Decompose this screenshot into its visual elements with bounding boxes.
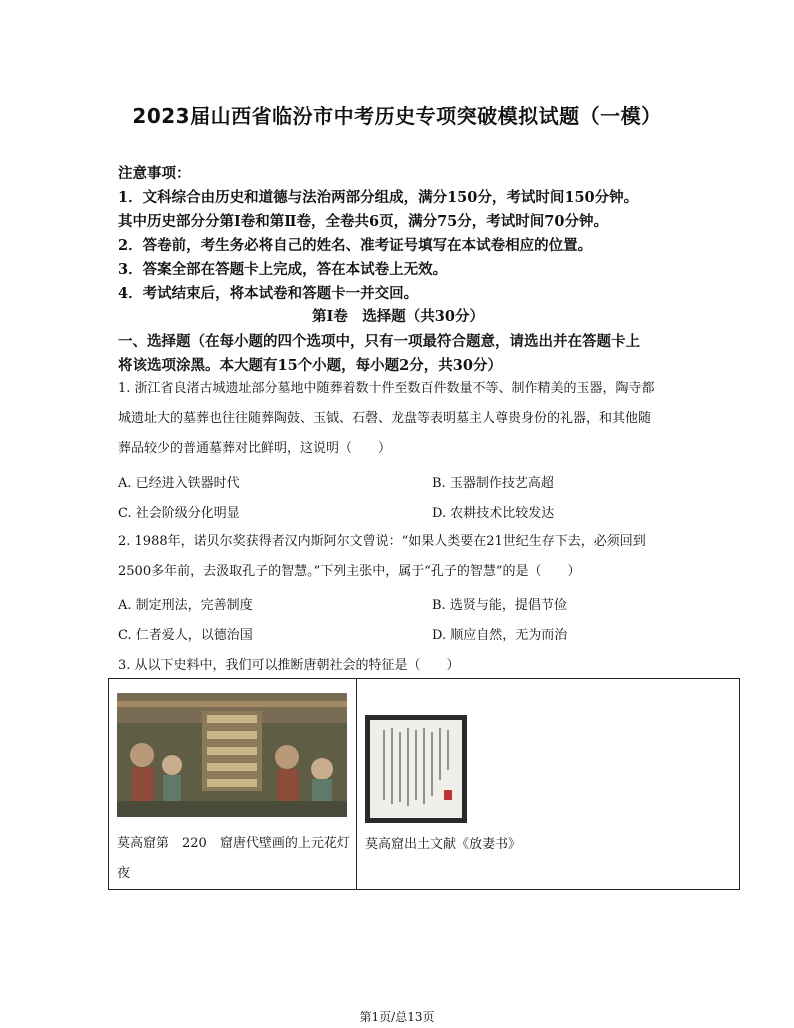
section-instructions-line2: 将该选项涂黑。本大题有15个小题，每小题2分，共30分） bbox=[118, 357, 502, 374]
section-instructions-line1: 一、选择题（在每小题的四个选项中，只有一项最符合题意，请选出并在答题卡上 bbox=[118, 333, 640, 350]
document-photo bbox=[365, 715, 467, 823]
question-1-option-a: A. 已经进入铁器时代 bbox=[118, 476, 240, 491]
question-1-option-d: D. 农耕技术比较发达 bbox=[432, 506, 555, 521]
question-2-option-d: D. 顺应自然，无为而治 bbox=[432, 628, 568, 643]
question-1-option-b: B. 玉器制作技艺高超 bbox=[432, 476, 554, 491]
question-2-line: 2500多年前，去汲取孔子的智慧。”下列主张中，属于“孔子的智慧”的是（ ） bbox=[118, 564, 581, 579]
question-1-line: 1. 浙江省良渚古城遗址部分墓地中随葬着数十件至数百件数量不等、制作精美的玉器，陶寺都 bbox=[118, 381, 655, 396]
notice-item-4: 4．考试结束后，将本试卷和答题卡一并交回。 bbox=[118, 285, 419, 302]
notice-item-3: 3．答案全部在答题卡上完成，答在本试卷上无效。 bbox=[118, 261, 448, 278]
question-2-option-c: C. 仁者爱人，以德治国 bbox=[118, 628, 253, 643]
question-2-line: 2. 1988年，诺贝尔奖获得者汉内斯阿尔文曾说：“如果人类要在21世纪生存下去，必须回到 bbox=[118, 534, 646, 549]
question-2-option-a: A. 制定刑法，完善制度 bbox=[118, 598, 253, 613]
notice-item-1-cont: 其中历史部分分第Ⅰ卷和第Ⅱ卷，全卷共6页，满分75分，考试时间70分钟。 bbox=[118, 213, 608, 230]
mural-image bbox=[117, 693, 347, 817]
page-title: 2023届山西省临汾市中考历史专项突破模拟试题（一模） bbox=[132, 104, 662, 128]
handwriting-image bbox=[370, 720, 462, 818]
section-instructions bbox=[118, 330, 683, 378]
section-heading: 第Ⅰ卷 选择题（共30分） bbox=[312, 308, 484, 325]
question-2-stem bbox=[118, 527, 698, 587]
document-caption: 莫高窟出土文献《放妻书》 bbox=[365, 837, 522, 852]
notice-item-2: 2．答卷前，考生务必将自己的姓名、准考证号填写在本试卷相应的位置。 bbox=[118, 237, 593, 254]
page-footer: 第1页/总13页 bbox=[359, 1010, 435, 1024]
notice-block bbox=[118, 162, 698, 306]
source-table bbox=[108, 678, 740, 890]
document-paper bbox=[370, 720, 462, 818]
notice-heading: 注意事项： bbox=[118, 165, 191, 182]
question-1-stem bbox=[118, 374, 698, 464]
mural-caption: 莫高窟第 220 窟唐代壁画的上元花灯夜 bbox=[117, 836, 350, 881]
notice-item-1: 1．文科综合由历史和道德与法治两部分组成，满分150分，考试时间150分钟。 bbox=[118, 189, 639, 206]
question-1-line: 城遗址大的墓葬也往往随葬陶鼓、玉钺、石磬、龙盘等表明墓主人尊贵身份的礼器，和其他随 bbox=[118, 411, 652, 426]
question-1-option-c: C. 社会阶级分化明显 bbox=[118, 506, 240, 521]
question-3-stem: 3. 从以下史料中，我们可以推断唐朝社会的特征是（ ） bbox=[118, 658, 460, 673]
question-2-option-b: B. 选贤与能，提倡节俭 bbox=[432, 598, 567, 613]
question-1-line: 葬品较少的普通墓葬对比鲜明，这说明（ ） bbox=[118, 441, 392, 456]
